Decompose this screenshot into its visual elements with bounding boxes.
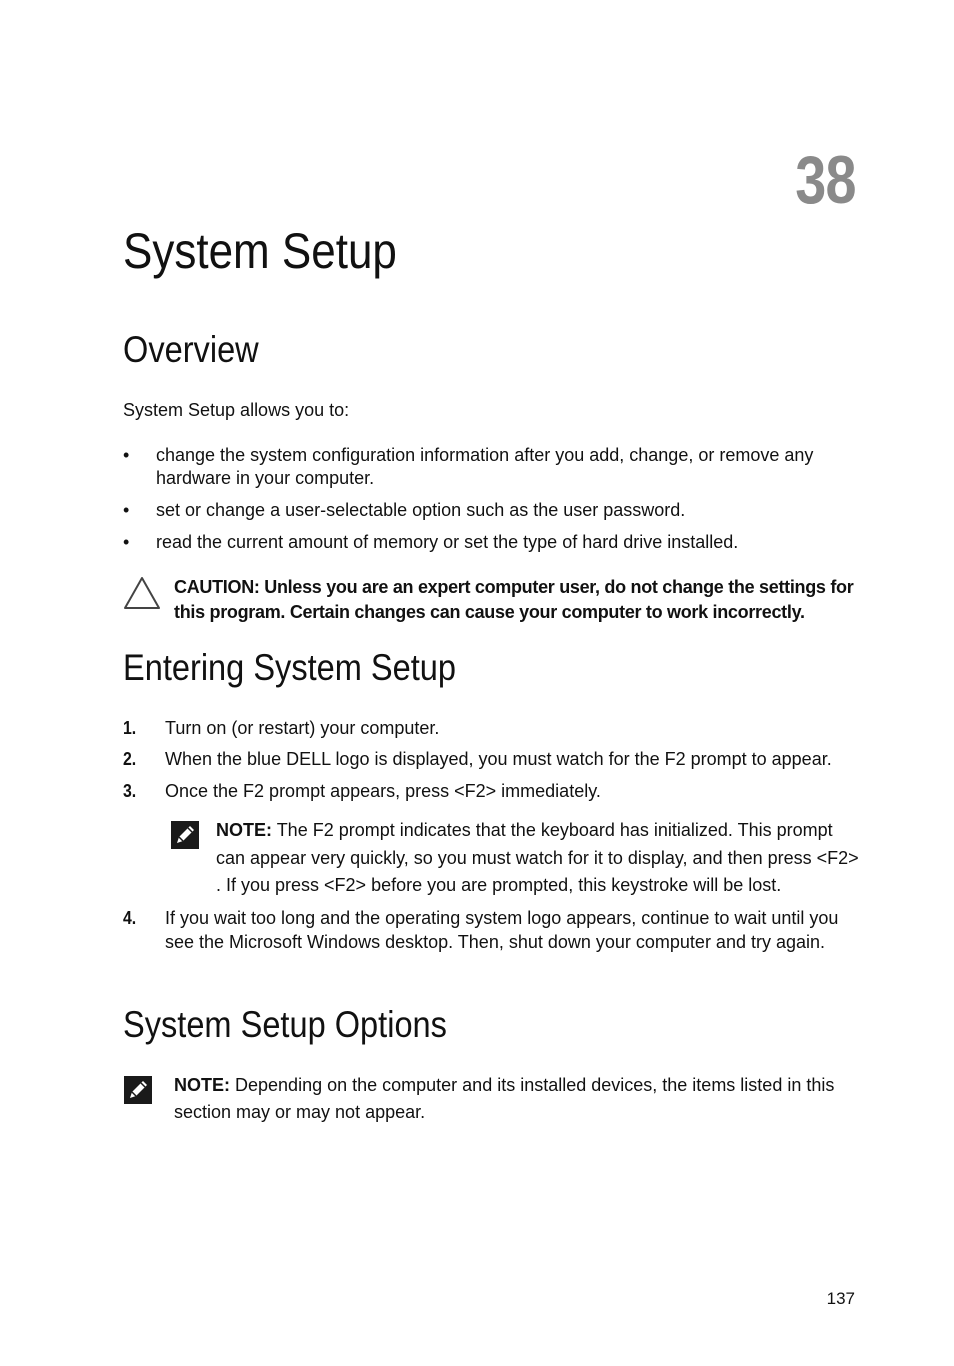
list-item [123, 779, 858, 803]
options-note [123, 1072, 858, 1126]
list-item [123, 716, 858, 740]
note-text: Depending on the computer and its installed devices, the items listed in this section may or may not appear. [174, 1075, 835, 1122]
step-number: 4. [123, 908, 137, 928]
list-item [123, 906, 858, 954]
chapter-number: 38 [795, 142, 856, 218]
step-text: Once the F2 prompt appears, press <F2> immediately. [165, 781, 601, 801]
entering-heading: Entering System Setup [123, 647, 457, 688]
caution-text: CAUTION: Unless you are an expert computer user, do not change the settings for this program. Certain changes can cause your computer to work incorrectly. [174, 577, 854, 622]
list-item [123, 499, 858, 522]
step-number: 1. [123, 718, 137, 738]
step-text: When the blue DELL logo is displayed, you must watch for the F2 prompt to appear. [165, 749, 832, 769]
step-text: If you wait too long and the operating system logo appears, continue to wait until you see the Microsoft Windows desktop. Then, shut down your computer and try again. [165, 908, 839, 952]
list-item [123, 747, 858, 771]
list-item [123, 531, 858, 554]
note-label: NOTE: [174, 1075, 230, 1095]
step-number: 2. [123, 749, 137, 769]
step-number: 3. [123, 781, 137, 801]
page-number: 137 [826, 1289, 855, 1308]
caution-notice [123, 575, 858, 625]
bullet-mark: • [123, 500, 130, 520]
warning-triangle-icon [123, 576, 161, 617]
step-text: Turn on (or restart) your computer. [165, 718, 440, 738]
options-heading: System Setup Options [123, 1004, 447, 1045]
bullet-mark: • [123, 445, 130, 465]
bullet-mark: • [123, 532, 130, 552]
bullet-text: set or change a user-selectable option such as the user password. [156, 500, 686, 520]
step-note [170, 817, 860, 900]
list-item [123, 444, 858, 490]
note-pencil-icon [170, 820, 200, 857]
note-text: The F2 prompt indicates that the keyboard has initialized. This prompt can appear very quickly, so you must watch for it to display, and then press <F2> . If you press <F2> before you are prompted, this keystroke will be lost. [216, 820, 859, 895]
chapter-title: System Setup [123, 223, 397, 279]
overview-heading: Overview [123, 329, 259, 370]
note-pencil-icon [123, 1075, 153, 1112]
overview-intro: System Setup allows you to: [123, 400, 350, 420]
bullet-text: change the system configuration information after you add, change, or remove any hardware in your computer. [156, 445, 814, 488]
bullet-text: read the current amount of memory or set the type of hard drive installed. [156, 532, 739, 552]
note-label: NOTE: [216, 820, 272, 840]
